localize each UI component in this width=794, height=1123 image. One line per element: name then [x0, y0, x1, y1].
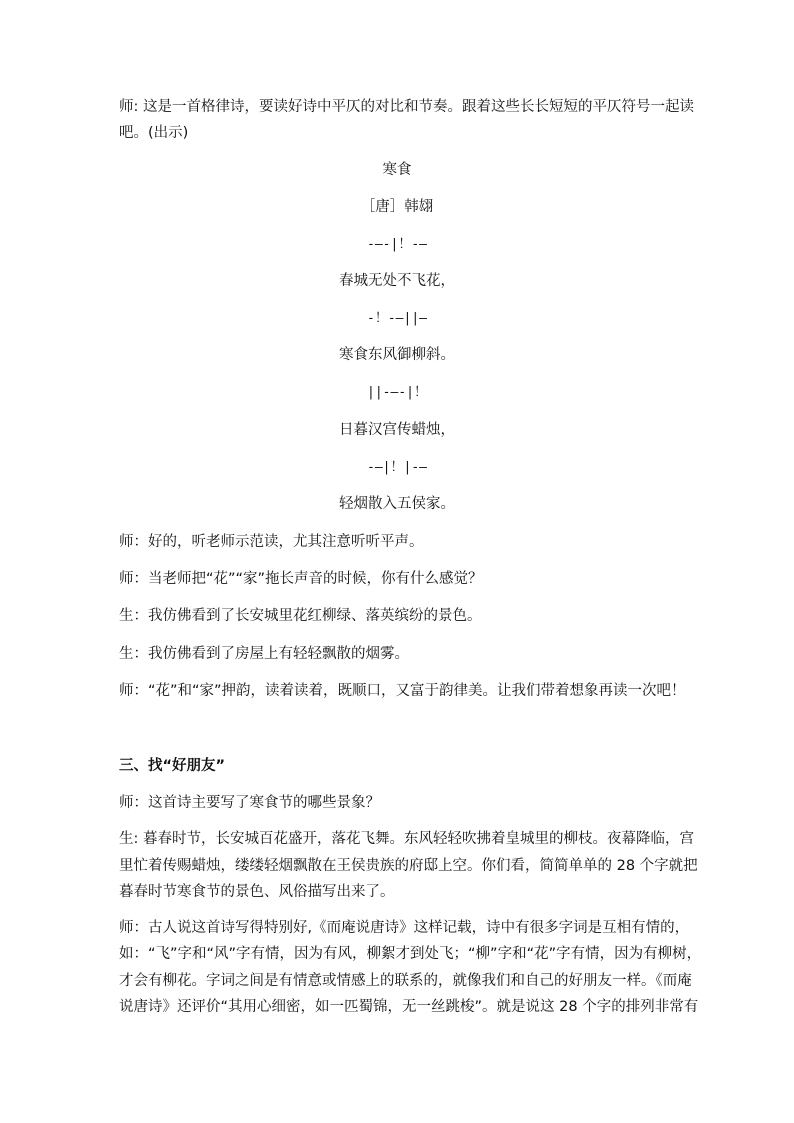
- dialogue-line: 生：我仿佛看到了房屋上有轻轻飘散的烟雾。: [119, 646, 409, 662]
- poem-meter-2: -！-—||—: [367, 311, 427, 326]
- answer-line: 生: 暮春时节，长安城百花盛开，落花飞舞。东风轻轻吹拂着皇城里的柳枝。夜幕降临，宫: [119, 831, 694, 847]
- poem-meter-3: ||-—-|！: [367, 385, 427, 400]
- poem-meter-4: -—|！|-—: [367, 460, 427, 475]
- teacher-line: 师：古人说这首诗写得特别好,《而庵说唐诗》这样记载，诗中有很多字词是互相有情的，: [119, 920, 690, 936]
- poem-verse-4: 轻烟散入五侯家。: [339, 496, 455, 512]
- poem-verse-1: 春城无处不飞花，: [339, 273, 455, 289]
- intro-line-1: 师: 这是一首格律诗，要读好诗中平仄的对比和节奏。跟着这些长长短短的平仄符号一起读: [119, 99, 694, 115]
- answer-line: 里忙着传赐蜡烛，缕缕轻烟飘散在王侯贵族的府邸上空。你们看，简简单单的 28 个字就把: [119, 858, 698, 874]
- poem-verse-2: 寒食东风御柳斜。: [339, 347, 455, 363]
- teacher-line: 如：“飞”字和“风”字有情，因为有风，柳絮才到处飞；“柳”字和“花”字有情，因为有柳树，: [119, 946, 702, 962]
- section-question: 师：这首诗主要写了寒食节的哪些景象？: [119, 795, 380, 811]
- dialogue-line: 师：当老师把“花”“家”拖长声音的时候，你有什么感觉？: [119, 571, 483, 587]
- teacher-line: 才会有柳花。字词之间是有情意或情感上的联系的，就像我们和自己的好朋友一样。《而庵: [119, 973, 692, 989]
- section-heading: 三、找“好朋友”: [119, 758, 226, 774]
- poem-meter-1: -—-|！-—: [367, 237, 427, 252]
- teacher-line: 说唐诗》还评价“其用心细密，如一匹蜀锦，无一丝跳梭”。就是说这 28 个字的排列非常有: [119, 999, 699, 1015]
- intro-line-2: 吧。(出示): [119, 125, 189, 141]
- answer-line: 暮春时节寒食节的景色、风俗描写出来了。: [119, 884, 395, 900]
- poem-verse-3: 日暮汉宫传蜡烛，: [339, 422, 455, 438]
- poem-author: ［唐］韩翃: [360, 199, 434, 215]
- dialogue-line: 师：好的，听老师示范读，尤其注意听听平声。: [119, 534, 424, 550]
- dialogue-line: 生：我仿佛看到了长安城里花红柳绿、落英缤纷的景色。: [119, 608, 482, 624]
- poem-title: 寒食: [382, 162, 412, 178]
- dialogue-line: 师：“花”和“家”押韵，读着读着，既顺口，又富于韵律美。让我们带着想象再读一次吧！: [119, 683, 686, 699]
